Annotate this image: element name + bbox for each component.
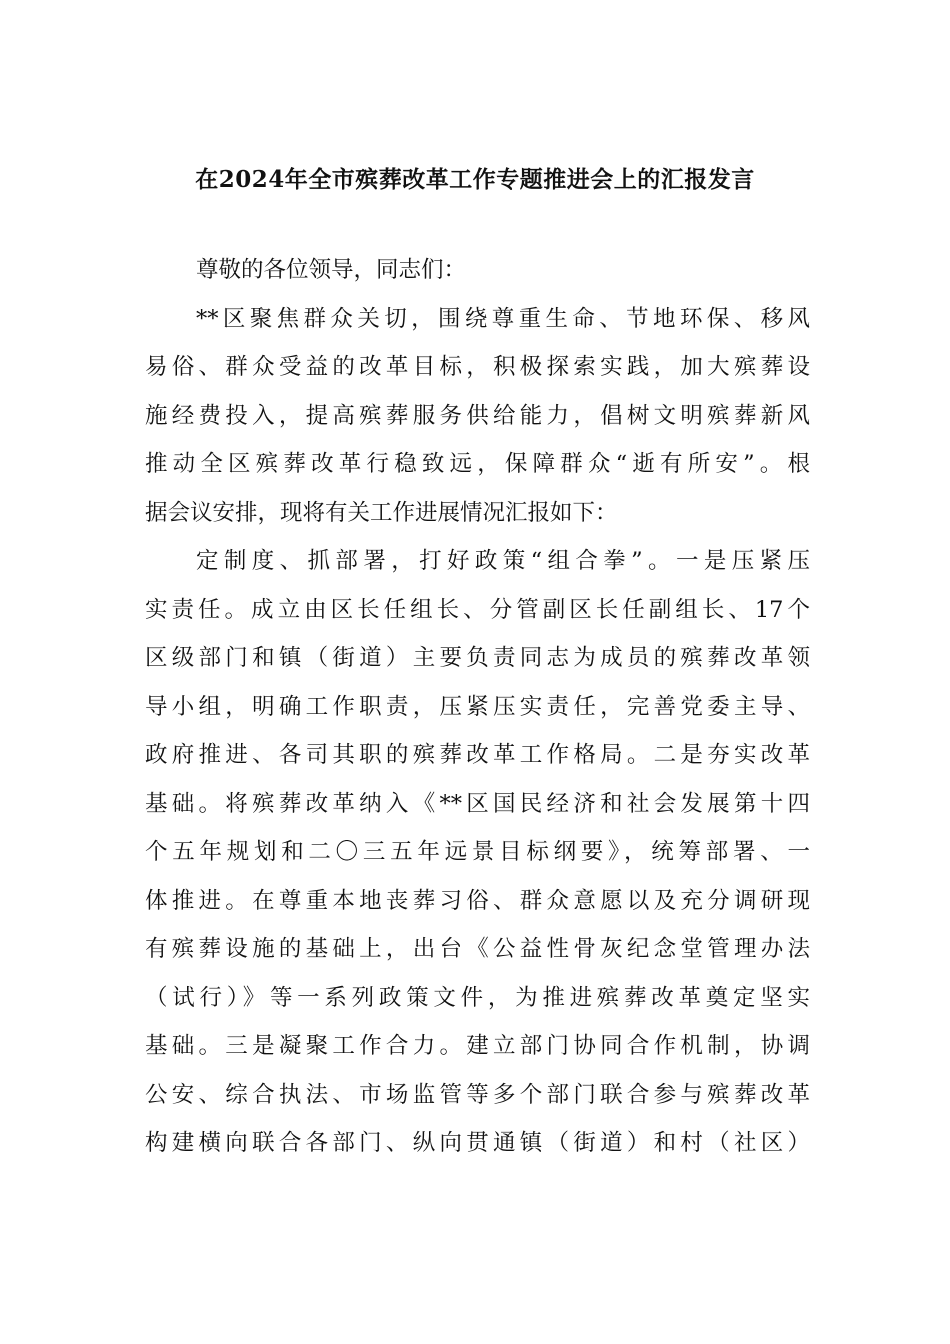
paragraph-line: 导小组，明确工作职责，压紧压实责任，完善党委主导、 <box>145 693 810 720</box>
paragraph-line: 易俗、群众受益的改革目标，积极探索实践，加大殡葬设 <box>145 354 810 380</box>
paragraph-line: **区聚焦群众关切，围绕尊重生命、节地环保、移风 <box>196 305 810 332</box>
paragraph-line: 政府推进、各司其职的殡葬改革工作格局。二是夯实改革 <box>145 742 810 768</box>
paragraph-line: 区级部门和镇（街道）主要负责同志为成员的殡葬改革领 <box>145 645 810 671</box>
paragraph-line: （试行）》等一系列政策文件，为推进殡葬改革奠定坚实 <box>145 984 810 1011</box>
paragraph-line: 构建横向联合各部门、纵向贯通镇（街道）和村（社区） <box>145 1130 810 1156</box>
paragraph-line: 公安、综合执法、市场监管等多个部门联合参与殡葬改革 <box>145 1081 810 1108</box>
paragraph-line: 实责任。成立由区长任组长、分管副区长任副组长、17个 <box>145 596 810 623</box>
document-body <box>145 246 810 1168</box>
paragraph-line: 推动全区殡葬改革行稳致远，保障群众“逝有所安”。根 <box>145 451 810 477</box>
paragraph-line: 据会议安排，现将有关工作进展情况汇报如下： <box>145 499 618 526</box>
paragraph-line: 个五年规划和二〇三五年远景目标纲要》，统筹部署、一 <box>145 839 810 865</box>
paragraph-line: 基础。将殡葬改革纳入《**区国民经济和社会发展第十四 <box>145 790 810 817</box>
paragraph-line: 定制度、抓部署，打好政策“组合拳”。一是压紧压 <box>196 548 810 574</box>
document-title: 在2024年全市殡葬改革工作专题推进会上的汇报发言 <box>195 166 755 193</box>
paragraph-line: 体推进。在尊重本地丧葬习俗、群众意愿以及充分调研现 <box>145 887 810 914</box>
paragraph-line: 施经费投入，提高殡葬服务供给能力，倡树文明殡葬新风 <box>145 402 810 429</box>
paragraph-line: 有殡葬设施的基础上，出台《公益性骨灰纪念堂管理办法 <box>145 936 810 962</box>
paragraph-line: 基础。三是凝聚工作合力。建立部门协同合作机制，协调 <box>145 1033 810 1059</box>
salutation-line: 尊敬的各位领导，同志们： <box>196 257 467 283</box>
